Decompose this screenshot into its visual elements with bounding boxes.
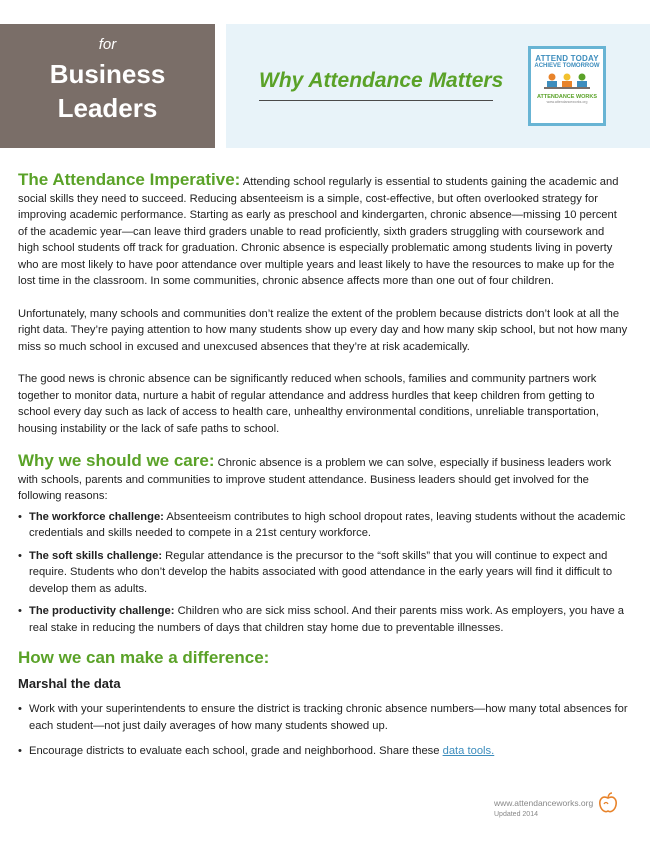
title-underline — [259, 100, 493, 101]
footer — [494, 798, 593, 818]
for-label: for — [98, 36, 117, 53]
logo-line4: www.attendanceworks.org — [546, 100, 588, 104]
care-paragraph — [18, 453, 628, 505]
care-intro: Chronic absence is a problem we can solve, especially if business leaders work with schools, parents and communities to improve student attendance. Business leaders should get involved for the following reasons: — [18, 457, 612, 502]
logo-line3: ATTENDANCE WORKS — [536, 94, 598, 100]
imperative-paragraph — [18, 172, 628, 290]
bullet-text: Absenteeism contributes to high school dropout rates, leaving students without the academic credentials and skills needed to compete in a 21st century workforce. — [29, 510, 626, 539]
logo-line1: ATTEND TODAY — [535, 54, 599, 63]
students-at-desk-icon — [542, 72, 592, 92]
care-heading: Why we should we care: — [18, 451, 215, 470]
list-item — [18, 548, 628, 598]
footer-url[interactable]: www.attendanceworks.org — [494, 798, 594, 808]
audience-banner — [0, 24, 215, 148]
bullet-glyph: • — [18, 745, 22, 757]
bullet-glyph: • — [18, 703, 22, 715]
apple-logo-icon — [598, 792, 618, 814]
data-gap-paragraph: Unfortunately, many schools and communities don’t realize the extent of the problem because districts don’t look at all the right data. They’re paying attention to how many students show up every day and how many skip school, but not how many miss so much school in excused and unexcused absences that they’re at risk academically. — [18, 307, 628, 353]
list-item — [18, 701, 628, 734]
audience-title: Business Leaders — [49, 59, 166, 123]
footer-updated: Updated 2014 — [494, 811, 538, 818]
list-item — [18, 743, 628, 760]
bullet-glyph: • — [18, 510, 22, 523]
bullet-label: The workforce challenge: — [29, 510, 164, 523]
title-banner — [226, 24, 650, 148]
bullet-text: Encourage districts to evaluate each school, grade and neighborhood. Share these — [29, 745, 440, 757]
marshal-data-subheading: Marshal the data — [18, 675, 121, 691]
bullet-label: The productivity challenge: — [29, 605, 175, 617]
good-news-paragraph: The good news is chronic absence can be significantly reduced when schools, families and community partners work together to monitor data, nurture a habit of regular attendance and address hurdles that keep children from getting to school every day such as lack of access to health care, unhealthy environmental conditions, unreliable transportation, housing instability or the lack of safe paths to school. — [18, 373, 599, 435]
bullet-glyph: • — [18, 549, 22, 562]
imperative-text: Attending school regularly is essential to students gaining the academic and social skills they need to succeed. Reducing absenteeism is a simple, cost-effective, but often overlooked strategy for improving academic performance. Starting as early as preschool and kindergarten, chronic absence—missing 10 percent of the academic year—can leave third graders unable to read proficiently, sixth graders struggling with coursework and high school students off track for graduation. Chronic absence is especially problematic among students living in poverty who are most likely to have poor attendance over multiple years and least likely to have the resources to make up for the lost time in the classroom. In some communities, chronic absence affects more than one out of four children. — [18, 176, 619, 287]
data-tools-link[interactable]: data tools. — [442, 745, 495, 757]
attendance-works-logo — [528, 46, 606, 126]
main-content — [18, 172, 628, 766]
bullet-text: Children who are sick miss school. And their parents miss work. As employers, you have a real stake in reducing the numbers of days that children stay home due to preventable illnesses. — [29, 605, 625, 634]
page-title: Why Attendance Matters — [259, 69, 504, 92]
logo-line2: ACHIEVE TOMORROW — [534, 63, 600, 69]
bullet-text: Regular attendance is the precursor to the “soft skills” that you will continue to expect and require. Students who don’t develop the habits associated with good attendance in the early years will find it difficult to develop them as adults. — [29, 549, 613, 595]
bullet-label: The soft skills challenge: — [29, 549, 163, 562]
bullet-glyph: • — [18, 605, 22, 617]
difference-heading: How we can make a difference: — [18, 648, 270, 667]
list-item — [18, 603, 628, 636]
bullet-text: Work with your superintendents to ensure the district is tracking chronic absence numbers—how many total absences for each student—not just daily averages of how many students showed up. — [29, 703, 628, 732]
imperative-heading: The Attendance Imperative: — [18, 170, 241, 189]
list-item — [18, 509, 628, 542]
